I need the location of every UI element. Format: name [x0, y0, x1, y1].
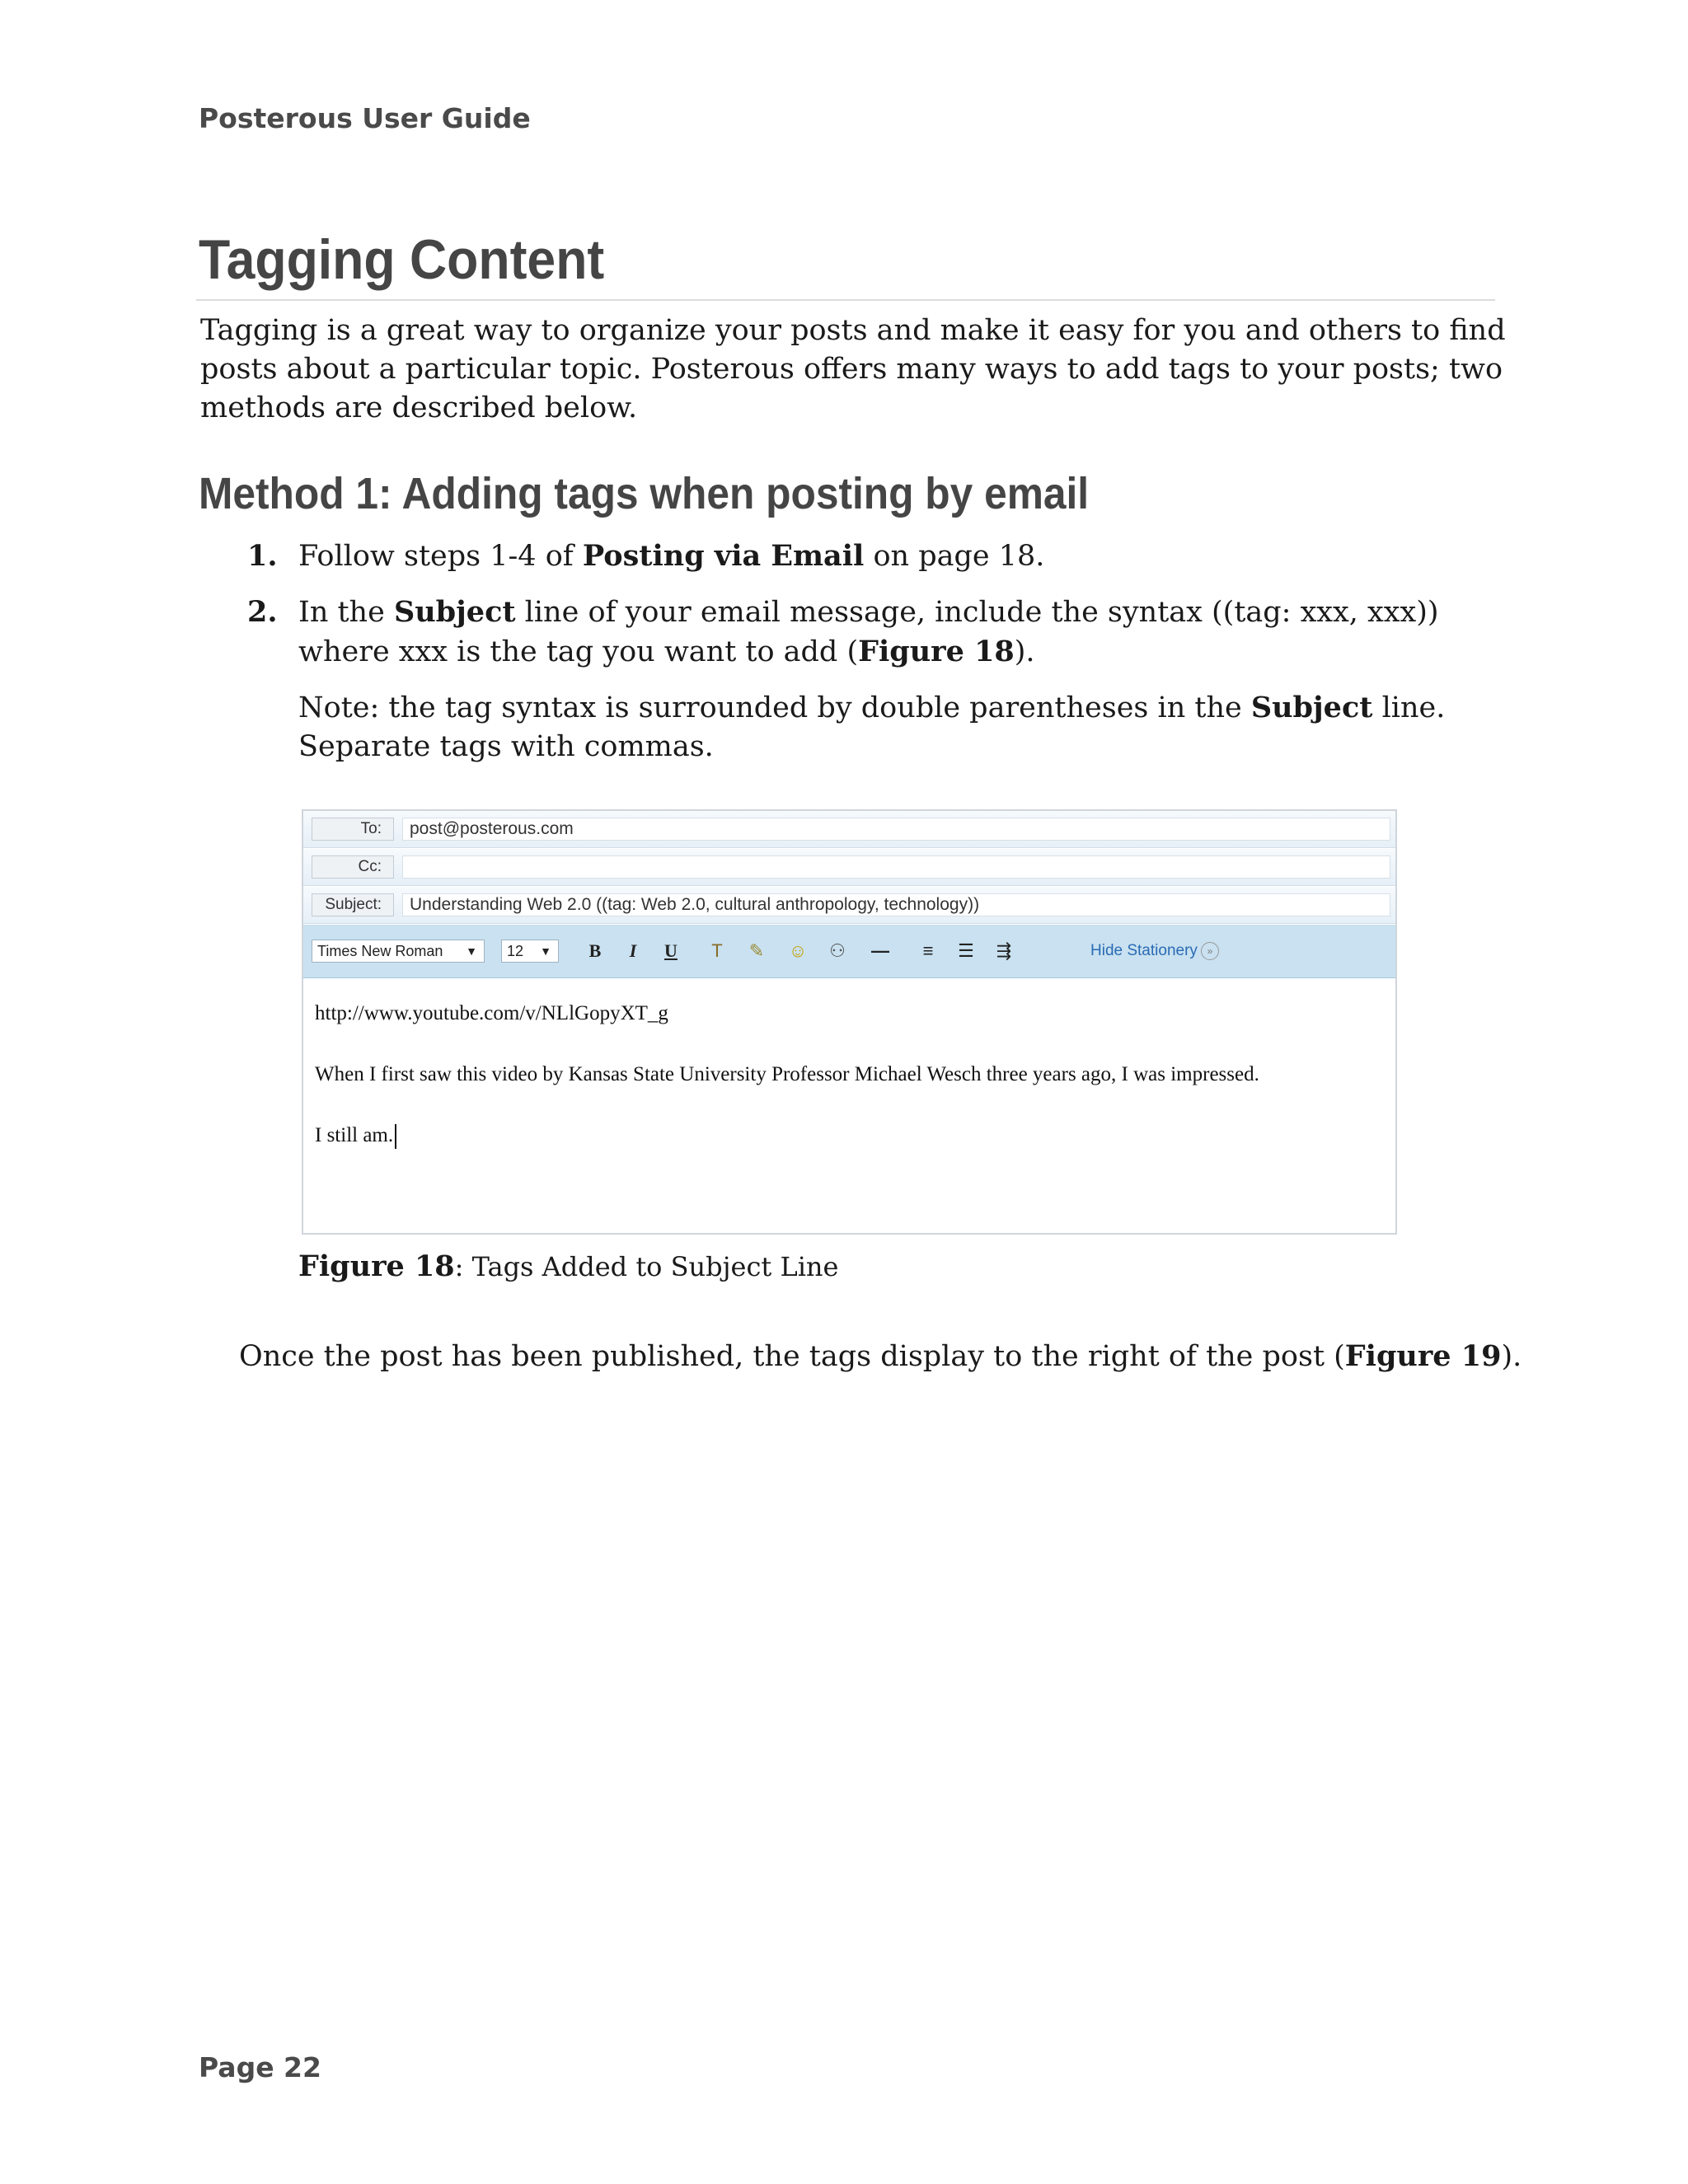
dropdown-arrow-icon: ▼: [466, 944, 477, 958]
subject-field[interactable]: Understanding Web 2.0 ((tag: Web 2.0, cultural anthropology, technology)): [402, 893, 1390, 916]
email-compose-screenshot: [302, 809, 1397, 1235]
page-number: Page 22: [199, 2051, 321, 2083]
underline-icon[interactable]: U: [664, 940, 678, 961]
method1-heading: Method 1: Adding tags when posting by email: [199, 469, 1090, 518]
chevron-right-icon: »: [1201, 942, 1219, 960]
body-url-line: http://www.youtube.com/v/NLlGopyXT_g: [315, 1002, 668, 1024]
bulleted-list-icon[interactable]: ☰: [958, 940, 974, 961]
align-icon[interactable]: ≡: [922, 940, 934, 961]
text-cursor: [395, 1124, 396, 1149]
indent-icon[interactable]: ⇶: [996, 940, 1012, 961]
intro-paragraph: Tagging is a great way to organize your posts and make it easy for you and others to find posts about a particular topic. Posterous offers many ways to add tags to your posts; two methods are described below.: [200, 314, 1506, 424]
emoticon-icon[interactable]: ☺: [788, 940, 808, 961]
section-title-rule: [196, 299, 1495, 301]
outro-paragraph: Once the post has been published, the tags display to the right of the post (Figure 19).: [239, 1339, 1522, 1373]
cc-label: Cc:: [312, 855, 394, 879]
font-size-select[interactable]: 12 ▼: [501, 940, 559, 963]
step-2-text: In the Subject line of your email message, include the syntax ((tag: xxx, xxx)) where xxx is the tag you want to add (Figure 18).: [298, 595, 1439, 668]
body-text-line: When I first saw this video by Kansas State University Professor Michael Wesch three years ago, I was impressed.: [315, 1063, 1259, 1085]
to-row: [303, 811, 1395, 848]
font-family-select[interactable]: Times New Roman ▼: [312, 940, 485, 963]
step-1-text: Follow steps 1-4 of Posting via Email on page 18.: [298, 539, 1045, 573]
formatting-toolbar: [303, 925, 1395, 978]
highlight-icon[interactable]: ✎: [748, 940, 765, 961]
figure-caption: Figure 18: Tags Added to Subject Line: [298, 1249, 839, 1283]
cc-field[interactable]: [402, 855, 1390, 879]
body-text-line[interactable]: I still am.: [315, 1124, 396, 1149]
step-number: 2.: [247, 595, 278, 629]
section-title: Tagging Content: [199, 228, 605, 291]
cc-row: [303, 849, 1395, 886]
hide-stationery-link[interactable]: Hide Stationery »: [1090, 940, 1219, 963]
subject-row: [303, 887, 1395, 924]
bold-icon[interactable]: B: [588, 940, 602, 961]
text-color-icon[interactable]: T: [711, 940, 723, 961]
subject-label: Subject:: [312, 893, 394, 916]
to-field[interactable]: post@posterous.com: [402, 818, 1390, 841]
dropdown-arrow-icon: ▼: [540, 944, 551, 958]
to-label: To:: [312, 818, 394, 841]
note-paragraph: Note: the tag syntax is surrounded by double parentheses in the Subject line. Separate tags with commas.: [298, 691, 1446, 763]
insert-image-icon[interactable]: ⚇: [829, 940, 846, 961]
italic-icon[interactable]: I: [629, 940, 637, 961]
step-number: 1.: [247, 539, 278, 573]
running-header: Posterous User Guide: [199, 102, 531, 134]
horizontal-rule-icon[interactable]: —: [871, 940, 889, 961]
